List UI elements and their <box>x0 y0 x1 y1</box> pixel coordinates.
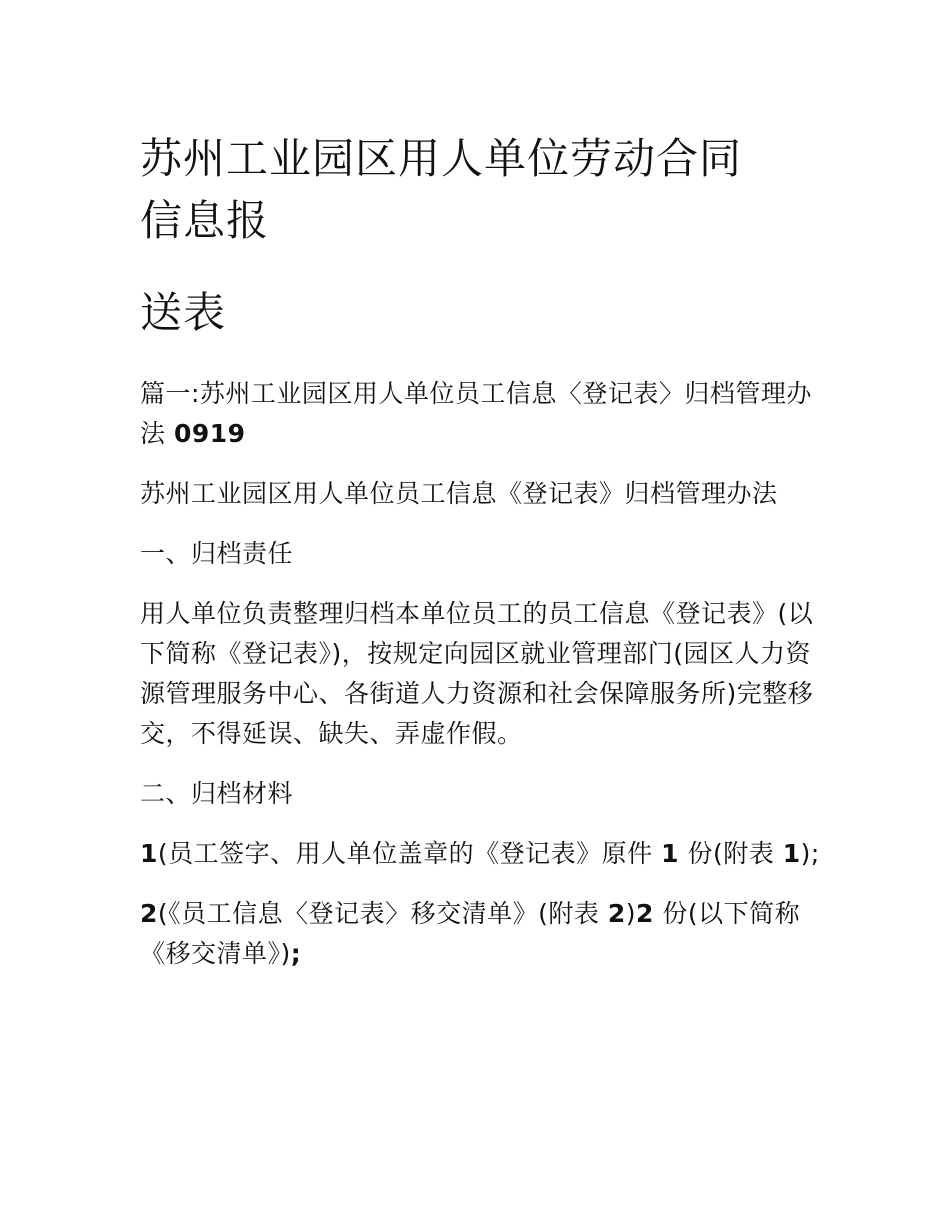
section-heading-code: 0919 <box>173 419 246 448</box>
paragraph-section-heading <box>140 374 820 454</box>
item-text: (员工签字、用人单位盖章的《登记表》原件 <box>157 839 653 868</box>
paragraph-responsibility-body: 用人单位负责整理归档本单位员工的员工信息《登记表》(以下简称《登记表》)，按规定向园区就业管理部门(园区人力资源管理服务中心、各街道人力资源和社会保障服务所)完整移交，不得延误、缺失、弄虚作假。 <box>140 599 814 748</box>
paragraph-heading-materials: 二、归档材料 <box>140 779 294 808</box>
item-number: 1 <box>140 839 158 868</box>
document-title-line-2: 信息报 <box>140 196 270 245</box>
document-title-line-3: 送表 <box>140 288 227 337</box>
item-text: 份(以下简称《移交清单》) <box>140 899 801 968</box>
item-number: 2 <box>140 899 158 928</box>
paragraph-doc-title: 苏州工业园区用人单位员工信息《登记表》归档管理办法 <box>140 479 778 508</box>
paragraph-material-item-1 <box>140 834 820 874</box>
item-text: (《员工信息〈登记表〉移交清单》(附表 <box>157 899 600 928</box>
item-attachment-number: 2 <box>607 899 626 928</box>
item-tail: ; <box>290 939 302 968</box>
paragraph-heading-responsibility: 一、归档责任 <box>140 539 294 568</box>
paragraph-material-item-2 <box>140 894 820 974</box>
item-text: 份(附表 <box>687 839 775 868</box>
item-count: 2 <box>636 899 654 928</box>
document-page <box>140 128 820 974</box>
item-count: 1 <box>661 839 680 868</box>
section-heading-text: 篇一:苏州工业园区用人单位员工信息〈登记表〉归档管理办法 <box>140 379 812 448</box>
item-attachment-number: 1 <box>782 839 801 868</box>
document-title-line-1: 苏州工业园区用人单位劳动合同 <box>140 134 743 183</box>
item-text: ) <box>625 899 637 928</box>
item-text: ); <box>800 839 820 868</box>
